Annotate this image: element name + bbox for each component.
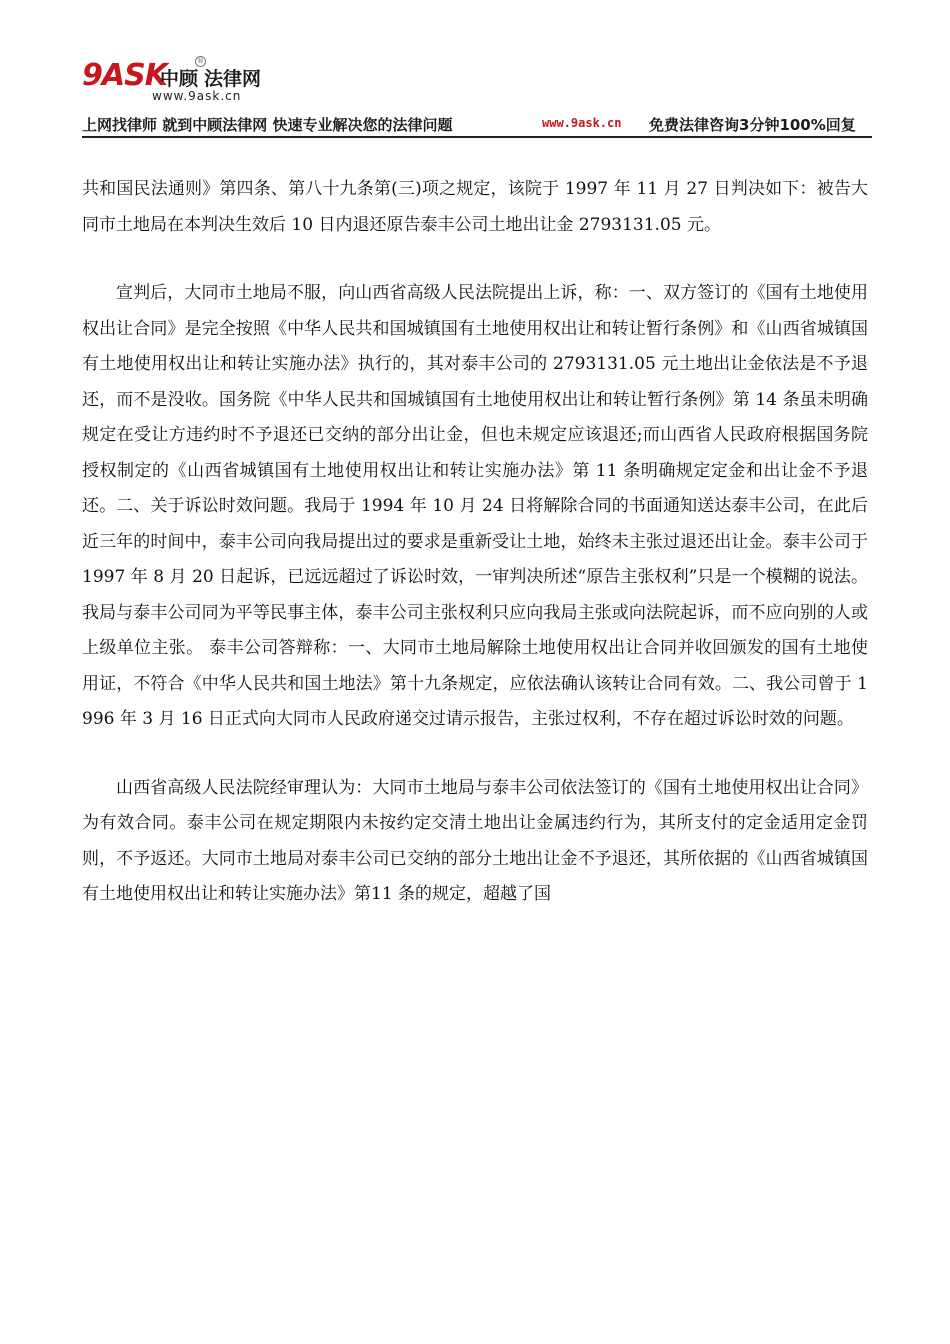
- header-consult-slogan: 免费法律咨询3分钟100%回复: [649, 116, 856, 134]
- header-slogan: 上网找律师 就到中顾法律网 快速专业解决您的法律问题: [82, 116, 453, 134]
- logo-url[interactable]: www.9ask.cn: [152, 89, 242, 103]
- page-header: [82, 56, 872, 142]
- registered-icon: ®: [197, 57, 204, 65]
- document-body: [82, 172, 868, 946]
- paragraph-continuation: 共和国民法通则》第四条、第八十九条第(三)项之规定，该院于 1997 年 11 月 27 日判决如下：被告大同市土地局在本判决生效后 10 日内退还原告泰丰公司土地出让金 2793131.05 元。: [82, 179, 868, 235]
- logo-mark-text: 9ASK: [82, 58, 167, 93]
- paragraph-appeal: 宣判后，大同市土地局不服，向山西省高级人民法院提出上诉，称：一、双方签订的《国有土地使用权出让合同》是完全按照《中华人民共和国城镇国有土地使用权出让和转让暂行条例》和《山西省城镇国有土地使用权出让和转让实施办法》执行的，其对泰丰公司的 2793131.05 元土地出让金依法是不予退还，而不是没收。国务院《中华人民共和国城镇国有土地使用权出让和转让暂行条例》第 14 条虽未明确规定在受让方违约时不予退还已交纳的部分出让金，但也未规定应该退还;而山西省人民政府根据国务院授权制定的《山西省城镇国有土地使用权出让和转让实施办法》第 11 条明确规定定金和出让金不予退还。二、关于诉讼时效问题。我局于 1994 年 10 月 24 日将解除合同的书面通知送达泰丰公司，在此后近三年的时间中，泰丰公司向我局提出过的要求是重新受让土地，始终未主张过退还出让金。泰丰公司于 1997 年 8 月 20 日起诉，已远远超过了诉讼时效，一审判决所述“原告主张权利”只是一个模糊的说法。我局与泰丰公司同为平等民事主体，泰丰公司主张权利只应向我局主张或向法院起诉，而不应向别的人或上级单位主张。 泰丰公司答辩称：一、大同市土地局解除土地使用权出让合同并收回颁发的国有土地使用证，不符合《中华人民共和国土地法》第十九条规定，应依法确认该转让合同有效。二、我公司曾于 1996 年 3 月 16 日正式向大同市人民政府递交过请示报告，主张过权利，不存在超过诉讼时效的问题。: [82, 283, 868, 729]
- site-logo[interactable]: [82, 58, 167, 93]
- logo-name: [160, 64, 261, 91]
- logo-name-text: 中顾: [160, 68, 199, 90]
- paragraph-court-finding: 山西省高级人民法院经审理认为：大同市土地局与泰丰公司依法签订的《国有土地使用权出让合同》为有效合同。泰丰公司在规定期限内未按约定交清土地出让金属违约行为，其所支付的定金适用定金罚则，不予返还。大同市土地局对泰丰公司已交纳的部分土地出让金不予退还，其所依据的《山西省城镇国有土地使用权出让和转让实施办法》第11 条的规定，超越了国: [82, 777, 868, 904]
- header-divider: [82, 136, 872, 138]
- header-site-link[interactable]: www.9ask.cn: [542, 116, 622, 130]
- logo-law-text: 法律网: [204, 68, 262, 90]
